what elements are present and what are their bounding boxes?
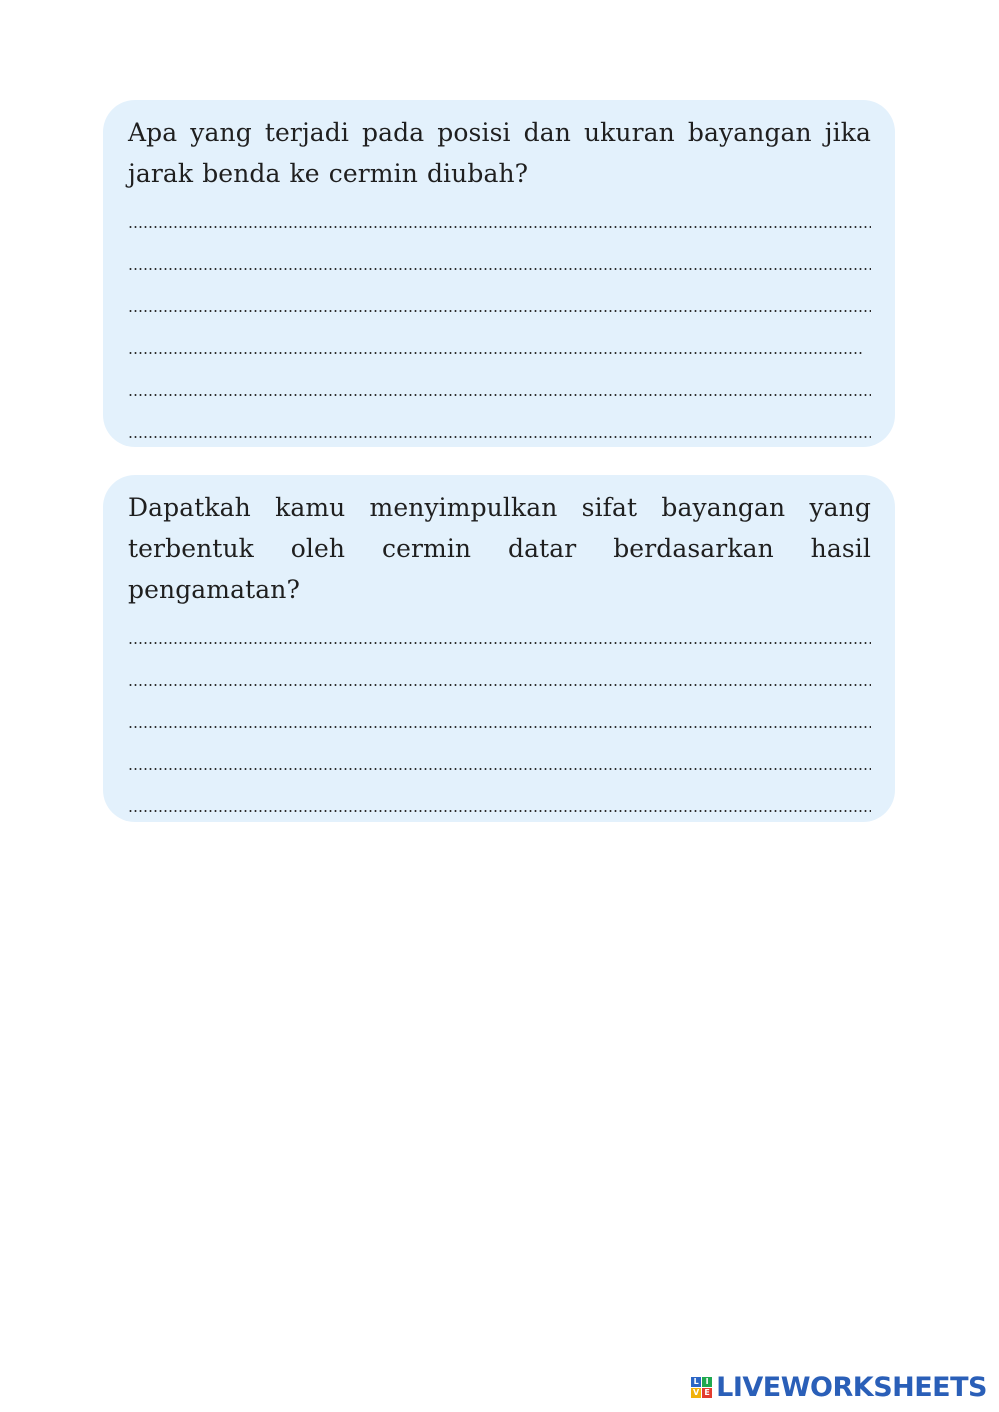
answer-line[interactable] xyxy=(128,410,871,452)
answer-line[interactable] xyxy=(128,326,871,368)
answer-line[interactable] xyxy=(128,368,871,410)
answer-line[interactable] xyxy=(128,700,871,742)
answer-line[interactable] xyxy=(128,658,871,700)
question-card-2 xyxy=(103,475,895,822)
logo-text: LIVEWORKSHEETS xyxy=(716,1371,987,1403)
liveworksheets-logo xyxy=(691,1372,987,1402)
answer-line[interactable] xyxy=(128,784,871,826)
question-text: Dapatkah kamu menyimpulkan sifat bayangan yang terbentuk oleh cermin datar berdasarkan hasil pengamatan? xyxy=(128,493,871,604)
answer-line[interactable] xyxy=(128,616,871,658)
question-card-1 xyxy=(103,100,895,447)
answer-line[interactable] xyxy=(128,742,871,784)
answer-line[interactable] xyxy=(128,284,871,326)
answer-line[interactable] xyxy=(128,242,871,284)
live-blocks-icon: L I V E xyxy=(691,1377,712,1398)
question-text: Apa yang terjadi pada posisi dan ukuran bayangan jika jarak benda ke cermin diubah? xyxy=(128,118,871,188)
answer-line[interactable] xyxy=(128,200,871,242)
answer-lines xyxy=(128,616,871,826)
answer-lines xyxy=(128,200,871,452)
